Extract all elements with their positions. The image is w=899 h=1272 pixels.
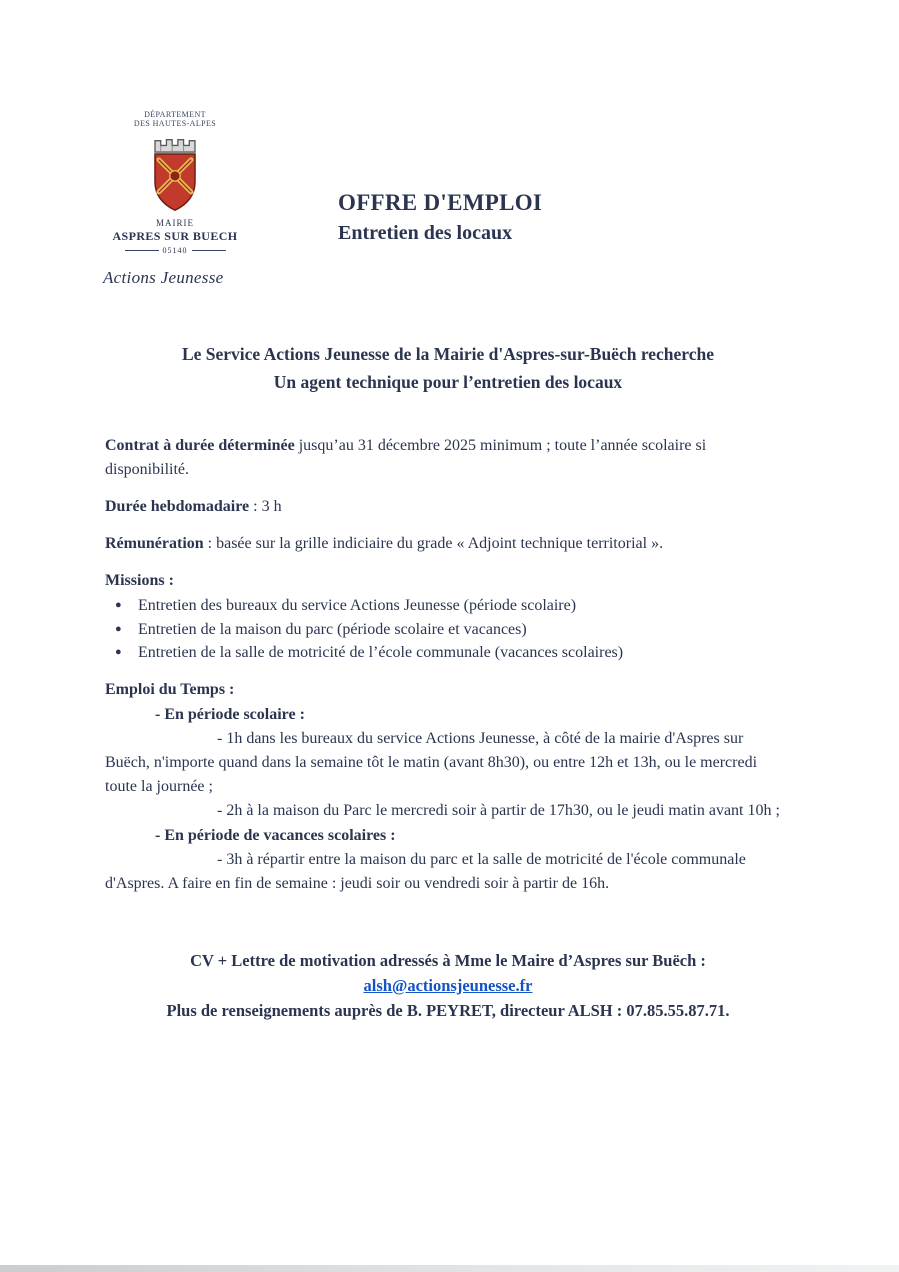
schedule-paragraph: - 3h à répartir entre la maison du parc et la salle de motricité de l'école communale d'Aspres. A faire en fin de semaine : jeudi soir ou vendredi soir à partir de 16h. xyxy=(105,850,746,892)
mission-item-text: Entretien de la salle de motricité de l’école communale (vacances scolaires) xyxy=(138,644,624,661)
paragraph-duree xyxy=(105,495,791,519)
remuneration-label: Rémunération xyxy=(105,535,204,552)
duree-text: : 3 h xyxy=(249,498,282,515)
paragraph-remuneration xyxy=(105,532,791,556)
document-title-block xyxy=(338,188,542,246)
bullet-icon: ● xyxy=(115,646,122,658)
schedule-paragraph: - 2h à la maison du Parc le mercredi soir à partir de 17h30, ou le jeudi matin avant 10h ; xyxy=(217,801,780,819)
duree-label: Durée hebdomadaire xyxy=(105,498,250,515)
vacances-heading: - En période de vacances scolaires : xyxy=(155,826,396,844)
emploi-heading: Emploi du Temps : xyxy=(105,680,235,698)
missions-heading: Missions : xyxy=(105,572,174,589)
document-header xyxy=(0,0,899,322)
mission-item-text: Entretien de la maison du parc (période scolaire et vacances) xyxy=(138,620,527,638)
schedule-paragraph: - 1h dans les bureaux du service Actions Jeunesse, à côté de la mairie d'Aspres sur Buëch, n'importe quand dans la semaine tôt le matin (avant 8h30), ou entre 12h et 13h, ou le mercredi toute la journée ; xyxy=(105,729,758,795)
paragraph-contrat xyxy=(105,434,791,482)
logo-mairie-label: MAIRIE xyxy=(156,218,194,229)
bullet-icon: ● xyxy=(115,599,122,611)
footer-line2: Plus de renseignements auprès de B. PEYRET, directeur ALSH : 07.85.55.87.71. xyxy=(166,1000,730,1020)
service-name: Actions Jeunesse xyxy=(103,268,224,287)
email-link[interactable]: alsh@actionsjeunesse.fr xyxy=(363,975,533,995)
footer-email-row xyxy=(105,973,791,998)
logo-postal-row xyxy=(110,246,240,255)
mission-item xyxy=(105,594,791,618)
document-title-line2: Entretien des locaux xyxy=(338,221,513,244)
mission-item-text: Entretien des bureaux du service Actions Jeunesse (période scolaire) xyxy=(138,597,577,614)
intro-heading-line2: Un agent technique pour l’entretien des locaux xyxy=(273,372,623,392)
document-title-line1: OFFRE D'EMPLOI xyxy=(338,190,543,215)
remuneration-text: : basée sur la grille indiciaire du grade « Adjoint technique territorial ». xyxy=(203,535,664,552)
mission-item xyxy=(105,641,791,665)
logo-rule-right xyxy=(192,250,226,251)
document-footer xyxy=(105,948,791,1023)
contrat-text: jusqu’au 31 décembre 2025 minimum ; toute l’année scolaire si disponibilité. xyxy=(105,437,707,478)
mission-item xyxy=(105,618,791,642)
footer-line1: CV + Lettre de motivation adressés à Mme le Maire d’Aspres sur Buëch : xyxy=(190,950,706,970)
coat-of-arms-icon xyxy=(144,134,206,214)
logo-postal-code: 05140 xyxy=(162,245,188,255)
contrat-label: Contrat à durée déterminée xyxy=(105,437,295,454)
mairie-logo-block xyxy=(110,110,240,255)
intro-heading xyxy=(105,340,791,396)
bullet-icon: ● xyxy=(115,622,122,635)
scan-edge-artifact xyxy=(0,1265,899,1272)
missions-list xyxy=(105,594,791,665)
logo-rule-left xyxy=(125,250,159,251)
logo-commune-label: ASPRES SUR BUECH xyxy=(112,228,238,243)
document-body xyxy=(0,340,899,1023)
periode-scolaire-heading: - En période scolaire : xyxy=(155,705,305,723)
logo-department-line2: DES HAUTES-ALPES xyxy=(133,119,217,129)
intro-heading-line1: Le Service Actions Jeunesse de la Mairie d'Aspres-sur-Buëch recherche xyxy=(181,344,715,364)
logo-department-line1: DÉPARTEMENT xyxy=(144,110,206,119)
